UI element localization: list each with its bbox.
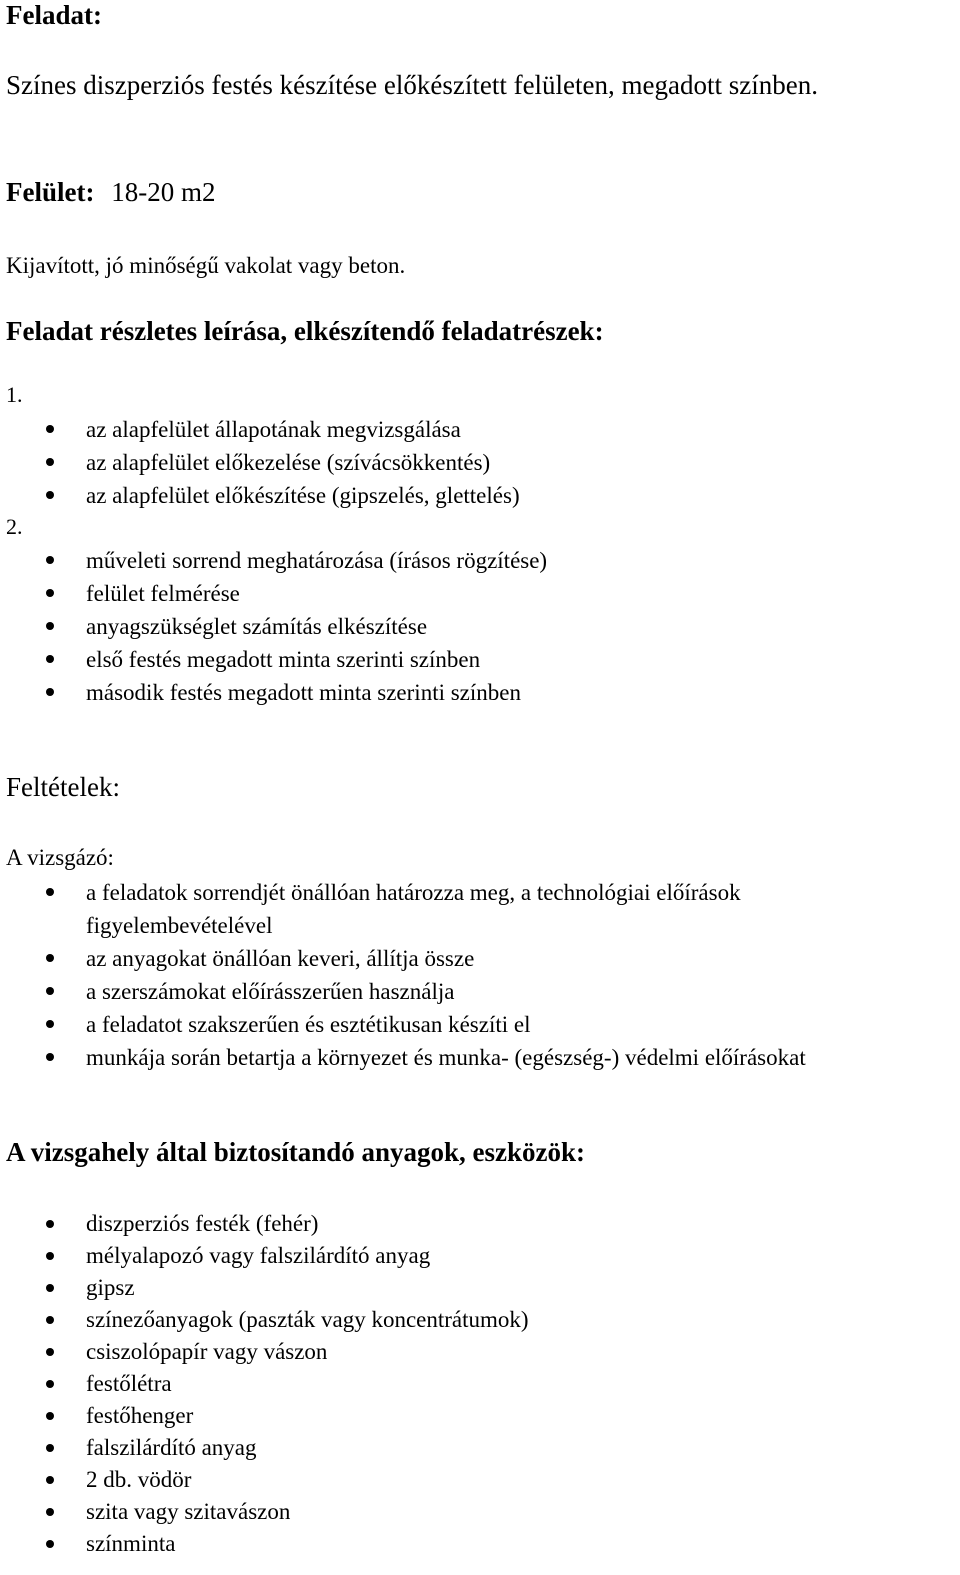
section-2-number: 2.	[6, 514, 23, 539]
list-item: színezőanyagok (paszták vagy koncentrátumok)	[0, 1304, 940, 1336]
list-item: festőhenger	[0, 1400, 940, 1432]
conditions-heading: Feltételek:	[6, 772, 120, 802]
list-item-line: a feladatok sorrendjét önállóan határozza meg, a technológiai előírások	[86, 880, 741, 905]
list-item: a feladatot szakszerűen és esztétikusan készíti el	[0, 1008, 940, 1041]
list-item: mélyalapozó vagy falszilárdító anyag	[0, 1240, 940, 1272]
materials-heading: A vizsgahely által biztosítandó anyagok, eszközök:	[6, 1137, 586, 1167]
details-heading: Feladat részletes leírása, elkészítendő feladatrészek:	[6, 316, 604, 346]
task-heading: Feladat:	[6, 0, 102, 30]
list-item: diszperziós festék (fehér)	[0, 1208, 940, 1240]
section-1-number: 1.	[6, 382, 23, 407]
list-item: második festés megadott minta szerinti színben	[0, 676, 940, 709]
list-item: az alapfelület állapotának megvizsgálása	[0, 413, 940, 446]
list-item-line: figyelembevételével	[86, 913, 273, 938]
surface-line	[6, 177, 215, 208]
list-item: az anyagokat önállóan keveri, állítja össze	[0, 942, 940, 975]
conditions-intro: A vizsgázó:	[6, 845, 114, 870]
task-text: Színes diszperziós festés készítése előkészített felületen, megadott színben.	[6, 70, 818, 100]
list-item: gipsz	[0, 1272, 940, 1304]
list-item: 2 db. vödör	[0, 1464, 940, 1496]
section-1-list	[0, 413, 940, 512]
list-item: első festés megadott minta szerinti színben	[0, 643, 940, 676]
list-item: festőlétra	[0, 1368, 940, 1400]
list-item: csiszolópapír vagy vászon	[0, 1336, 940, 1368]
surface-description: Kijavított, jó minőségű vakolat vagy beton.	[6, 253, 406, 278]
list-item	[0, 876, 940, 942]
section-2-list	[0, 544, 940, 709]
list-item: szita vagy szitavászon	[0, 1496, 940, 1528]
list-item: az alapfelület előkezelése (szívácsökkentés)	[0, 446, 940, 479]
list-item: az alapfelület előkészítése (gipszelés, glettelés)	[0, 479, 940, 512]
list-item: felület felmérése	[0, 577, 940, 610]
materials-list	[0, 1208, 940, 1560]
conditions-list	[0, 876, 940, 1074]
list-item: anyagszükséglet számítás elkészítése	[0, 610, 940, 643]
surface-value: 18-20 m2	[111, 177, 216, 207]
list-item: munkája során betartja a környezet és munka- (egészség-) védelmi előírásokat	[0, 1041, 940, 1074]
list-item: a szerszámokat előírásszerűen használja	[0, 975, 940, 1008]
surface-label: Felület:	[6, 177, 95, 207]
list-item: színminta	[0, 1528, 940, 1560]
list-item: falszilárdító anyag	[0, 1432, 940, 1464]
list-item: műveleti sorrend meghatározása (írásos rögzítése)	[0, 544, 940, 577]
